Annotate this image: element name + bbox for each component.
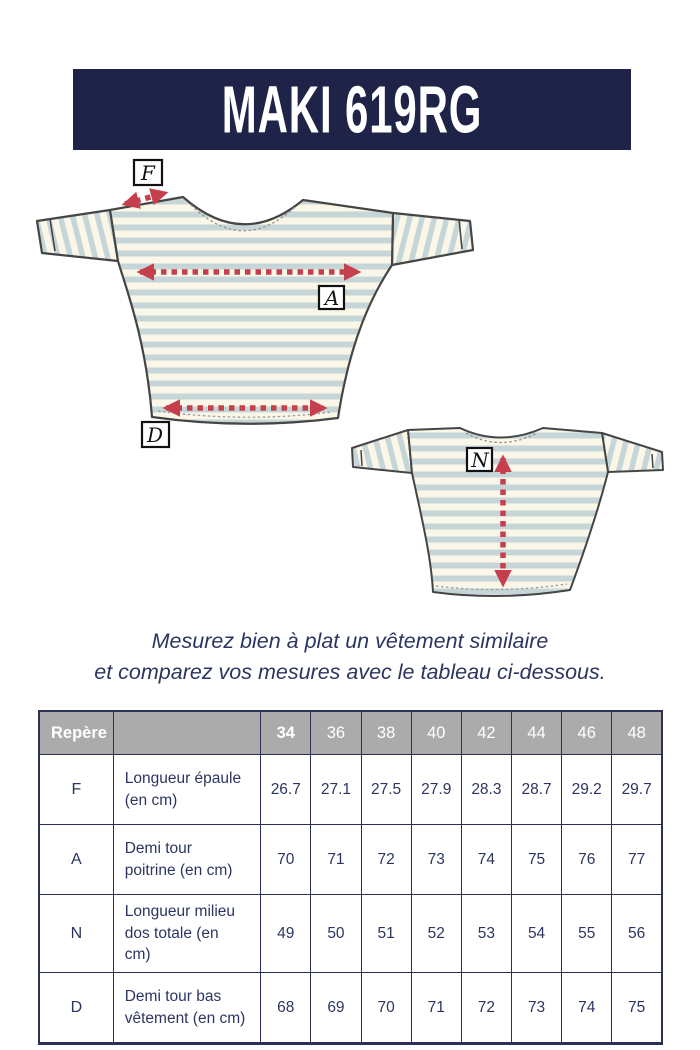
cell-value: 77 (612, 825, 662, 895)
garment-back (352, 428, 663, 596)
header-size-48: 48 (612, 711, 662, 755)
cell-value: 51 (361, 895, 411, 973)
header-repere: Repère (39, 711, 113, 755)
measurement-diagram (0, 150, 700, 628)
row-code: A (39, 825, 113, 895)
header-size-42: 42 (461, 711, 511, 755)
cell-value: 53 (461, 895, 511, 973)
cell-value: 54 (511, 895, 561, 973)
row-code: F (39, 755, 113, 825)
table-row (39, 973, 662, 1044)
header-size-46: 46 (562, 711, 612, 755)
cell-value: 70 (361, 973, 411, 1044)
front-left-sleeve (37, 210, 118, 261)
table-row (39, 755, 662, 825)
cell-value: 72 (461, 973, 511, 1044)
label-F: F (141, 161, 155, 185)
label-N: N (471, 448, 489, 472)
cell-value: 26.7 (261, 755, 311, 825)
size-measurements-table (38, 710, 663, 1045)
cell-value: 29.2 (562, 755, 612, 825)
back-right-cuff-seam (652, 454, 653, 468)
cell-value: 76 (562, 825, 612, 895)
row-code: N (39, 895, 113, 973)
cell-value: 27.1 (311, 755, 361, 825)
table-row (39, 825, 662, 895)
cell-value: 74 (461, 825, 511, 895)
header-size-40: 40 (411, 711, 461, 755)
cell-value: 73 (411, 825, 461, 895)
cell-value: 71 (411, 973, 461, 1044)
cell-value: 70 (261, 825, 311, 895)
garment-front (37, 197, 473, 424)
cell-value: 72 (361, 825, 411, 895)
label-A: A (324, 286, 340, 310)
cell-value: 56 (612, 895, 662, 973)
cell-value: 28.7 (511, 755, 561, 825)
cell-value: 75 (612, 973, 662, 1044)
back-right-sleeve (602, 433, 663, 472)
cell-value: 69 (311, 973, 361, 1044)
cell-value: 28.3 (461, 755, 511, 825)
header-size-38: 38 (361, 711, 411, 755)
cell-value: 71 (311, 825, 361, 895)
row-label: Longueur épaule (en cm) (113, 755, 260, 825)
cell-value: 29.7 (612, 755, 662, 825)
header-size-44: 44 (511, 711, 561, 755)
cell-value: 74 (562, 973, 612, 1044)
label-D: D (146, 423, 164, 447)
row-label: Longueur milieu dos totale (en cm) (113, 895, 260, 973)
cell-value: 68 (261, 973, 311, 1044)
row-code: D (39, 973, 113, 1044)
cell-value: 27.5 (361, 755, 411, 825)
header-empty (113, 711, 260, 755)
front-body (110, 197, 393, 424)
cell-value: 27.9 (411, 755, 461, 825)
back-left-cuff-seam (361, 450, 362, 466)
instruction-line-1: Mesurez bien à plat un vêtement similaire (151, 629, 549, 653)
row-label: Demi tour poitrine (en cm) (113, 825, 260, 895)
cell-value: 75 (511, 825, 561, 895)
cell-value: 49 (261, 895, 311, 973)
cell-value: 50 (311, 895, 361, 973)
row-label: Demi tour bas vêtement (en cm) (113, 973, 260, 1044)
header-size-34: 34 (261, 711, 311, 755)
back-body (408, 428, 608, 596)
cell-value: 55 (562, 895, 612, 973)
cell-value: 73 (511, 973, 561, 1044)
table-row (39, 895, 662, 973)
instruction-line-2: et comparez vos mesures avec le tableau ci-dessous. (94, 660, 606, 684)
header-size-36: 36 (311, 711, 361, 755)
product-title-banner (73, 69, 631, 150)
cell-value: 52 (411, 895, 461, 973)
product-title: MAKI 619RG (221, 72, 483, 147)
table-header-row (39, 711, 662, 755)
measure-instructions (0, 626, 700, 688)
